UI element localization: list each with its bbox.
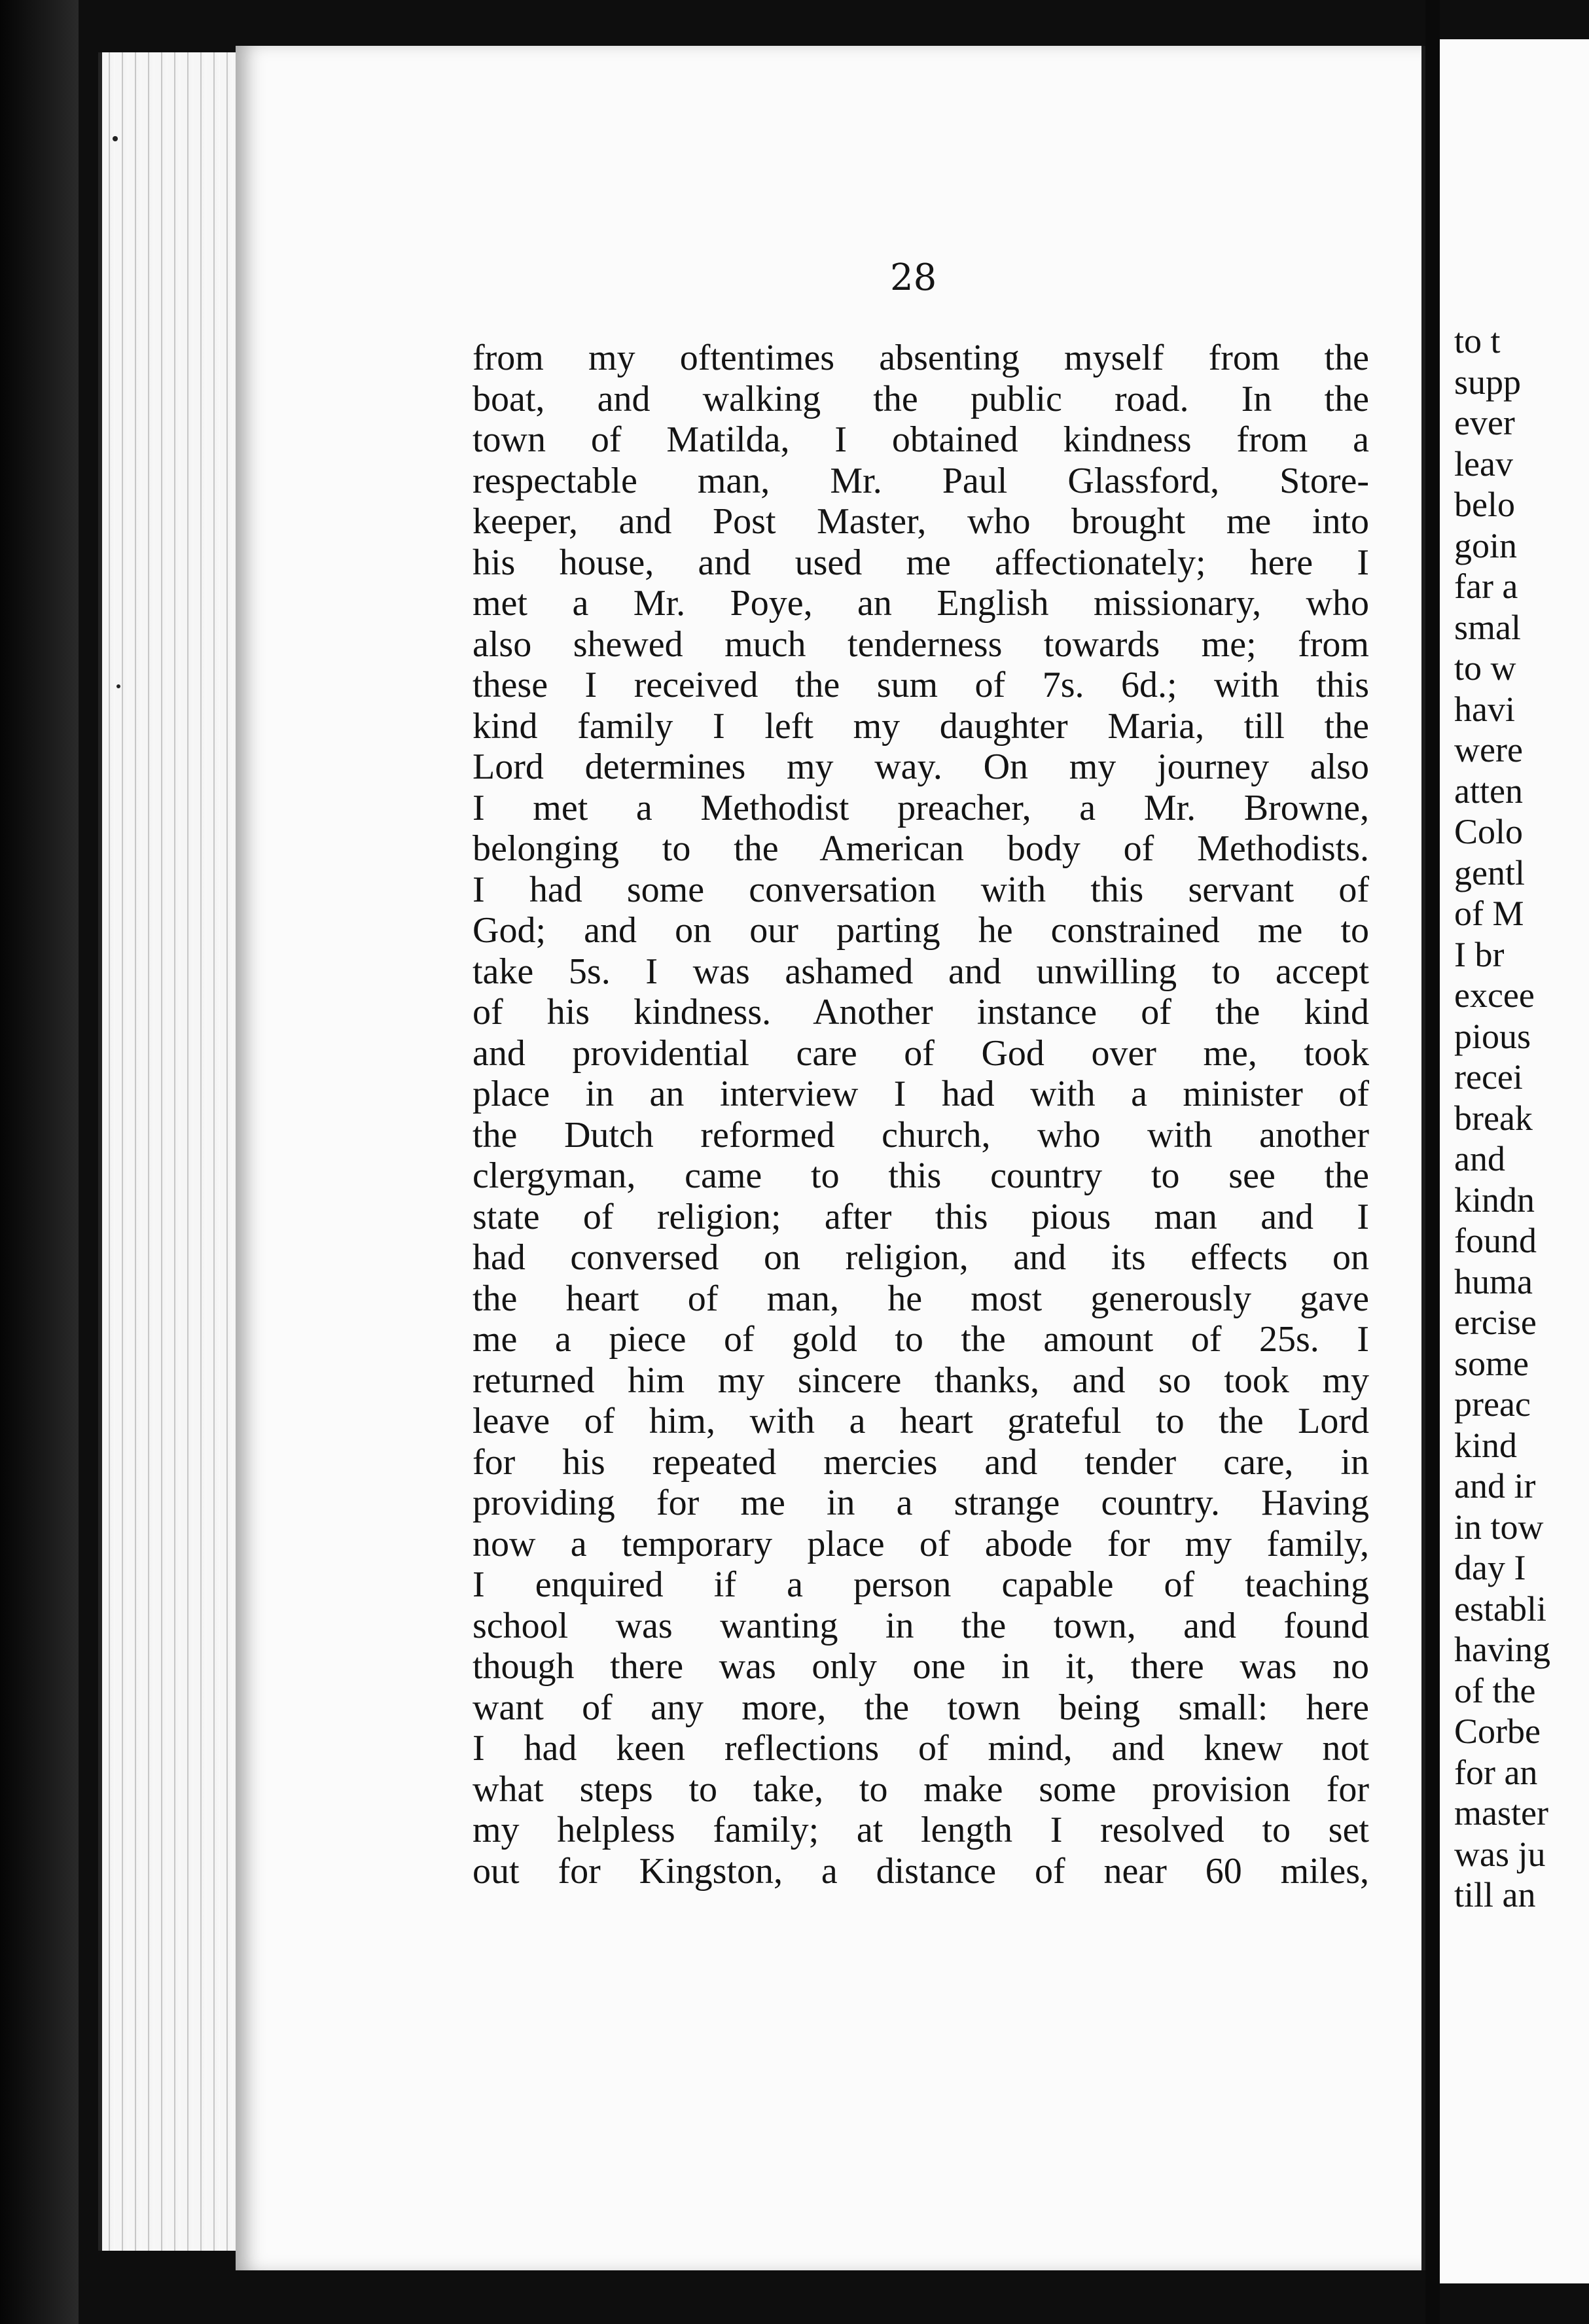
right-page-line: belo	[1454, 485, 1515, 524]
text-line: town of Matilda, I obtained kindness from a	[473, 419, 1369, 460]
text-line: the Dutch reformed church, who with another	[473, 1114, 1369, 1155]
right-page-line: atten	[1454, 771, 1523, 811]
page-number: 28	[890, 256, 937, 299]
right-page-line: pious	[1454, 1016, 1531, 1056]
text-line: keeper, and Post Master, who brought me into	[473, 501, 1369, 542]
right-page-line: break	[1454, 1098, 1533, 1138]
right-page-line: to t	[1454, 321, 1501, 361]
text-line: me a piece of gold to the amount of 25s. I	[473, 1319, 1369, 1360]
right-page-line: to w	[1454, 648, 1516, 688]
text-line: these I received the sum of 7s. 6d.; with this	[473, 665, 1369, 705]
text-line: want of any more, the town being small: here	[473, 1687, 1369, 1728]
right-page-line: of the	[1454, 1670, 1536, 1710]
text-line: out for Kingston, a distance of near 60 miles,	[473, 1850, 1369, 1892]
text-line: his house, and used me affectionately; here I	[473, 542, 1369, 583]
text-line: I had some conversation with this servant of	[473, 869, 1369, 910]
text-line: respectable man, Mr. Paul Glassford, Store-	[473, 460, 1369, 501]
dust-speck	[113, 136, 118, 141]
text-line: my helpless family; at length I resolved to set	[473, 1810, 1369, 1850]
text-line: Lord determines my way. On my journey also	[473, 747, 1369, 787]
right-page-line: excee	[1454, 976, 1535, 1015]
text-line: I enquired if a person capable of teaching	[473, 1564, 1369, 1605]
text-line: boat, and walking the public road. In the	[473, 378, 1369, 419]
right-page-line: kindn	[1454, 1180, 1535, 1220]
text-line: place in an interview I had with a minister of	[473, 1074, 1369, 1114]
right-page-line: far a	[1454, 567, 1518, 606]
text-line: of his kindness. Another instance of the kind	[473, 992, 1369, 1032]
text-line: returned him my sincere thanks, and so took my	[473, 1360, 1369, 1401]
text-line: providing for me in a strange country. Having	[473, 1483, 1369, 1523]
right-page-line: master	[1454, 1793, 1548, 1833]
right-page-line: Colo	[1454, 812, 1524, 851]
text-line: leave of him, with a heart grateful to the Lord	[473, 1401, 1369, 1441]
scanner-border	[0, 0, 79, 2324]
text-line: met a Mr. Poye, an English missionary, who	[473, 583, 1369, 624]
right-page-line: of M	[1454, 894, 1524, 933]
right-page-line: and	[1454, 1139, 1505, 1178]
text-line: now a temporary place of abode for my family,	[473, 1523, 1369, 1564]
right-page-line: gentl	[1454, 853, 1525, 892]
text-line: state of religion; after this pious man and I	[473, 1196, 1369, 1237]
text-line: and providential care of God over me, took	[473, 1032, 1369, 1074]
right-page-line: was ju	[1454, 1834, 1546, 1874]
right-page-line: supp	[1454, 362, 1522, 402]
right-page-line: havi	[1454, 689, 1515, 729]
text-line: also shewed much tenderness towards me; from	[473, 624, 1369, 665]
right-page-line: Corbe	[1454, 1712, 1541, 1751]
page-edges	[98, 52, 253, 2251]
right-page-line: huma	[1454, 1261, 1533, 1301]
right-page-line: establi	[1454, 1589, 1546, 1629]
right-page-line: smal	[1454, 607, 1521, 647]
right-page-line: were	[1454, 730, 1523, 769]
body-text	[473, 338, 1369, 1892]
text-line: kind family I left my daughter Maria, till the	[473, 705, 1369, 747]
right-page-line: in tow	[1454, 1507, 1544, 1547]
text-line: from my oftentimes absenting myself from the	[473, 338, 1369, 378]
right-page-line: day I	[1454, 1548, 1526, 1587]
text-line: school was wanting in the town, and found	[473, 1605, 1369, 1646]
right-page-line: some	[1454, 1343, 1529, 1383]
text-line: had conversed on religion, and its effects on	[473, 1237, 1369, 1278]
text-line: what steps to take, to make some provision for	[473, 1769, 1369, 1810]
right-page-line: for an	[1454, 1752, 1538, 1792]
text-line: though there was only one in it, there was no	[473, 1646, 1369, 1687]
right-page-line: till an	[1454, 1875, 1536, 1914]
book-gutter	[1425, 0, 1440, 2324]
dust-speck	[116, 684, 120, 688]
right-page-line: and ir	[1454, 1466, 1536, 1505]
text-line: the heart of man, he most generously gave	[473, 1278, 1369, 1319]
right-page-line: ercise	[1454, 1303, 1537, 1342]
right-page-text	[1454, 321, 1589, 1916]
right-page-line: ever	[1454, 403, 1515, 442]
right-page-line: kind	[1454, 1425, 1518, 1465]
right-page-line: leav	[1454, 444, 1513, 484]
right-page-line: having	[1454, 1630, 1550, 1669]
right-page-line: I br	[1454, 934, 1505, 974]
text-line: clergyman, came to this country to see the	[473, 1155, 1369, 1196]
text-line: God; and on our parting he constrained me to	[473, 910, 1369, 951]
text-line: I met a Methodist preacher, a Mr. Browne,	[473, 787, 1369, 828]
text-line: belonging to the American body of Methodists.	[473, 828, 1369, 869]
text-line: take 5s. I was ashamed and unwilling to accept	[473, 951, 1369, 992]
right-page-line: goin	[1454, 525, 1518, 565]
text-line: for his repeated mercies and tender care, in	[473, 1441, 1369, 1483]
right-page-line: preac	[1454, 1384, 1531, 1424]
right-page-line: found	[1454, 1221, 1537, 1260]
right-page-line: recei	[1454, 1057, 1523, 1097]
text-line: I had keen reflections of mind, and knew not	[473, 1728, 1369, 1769]
